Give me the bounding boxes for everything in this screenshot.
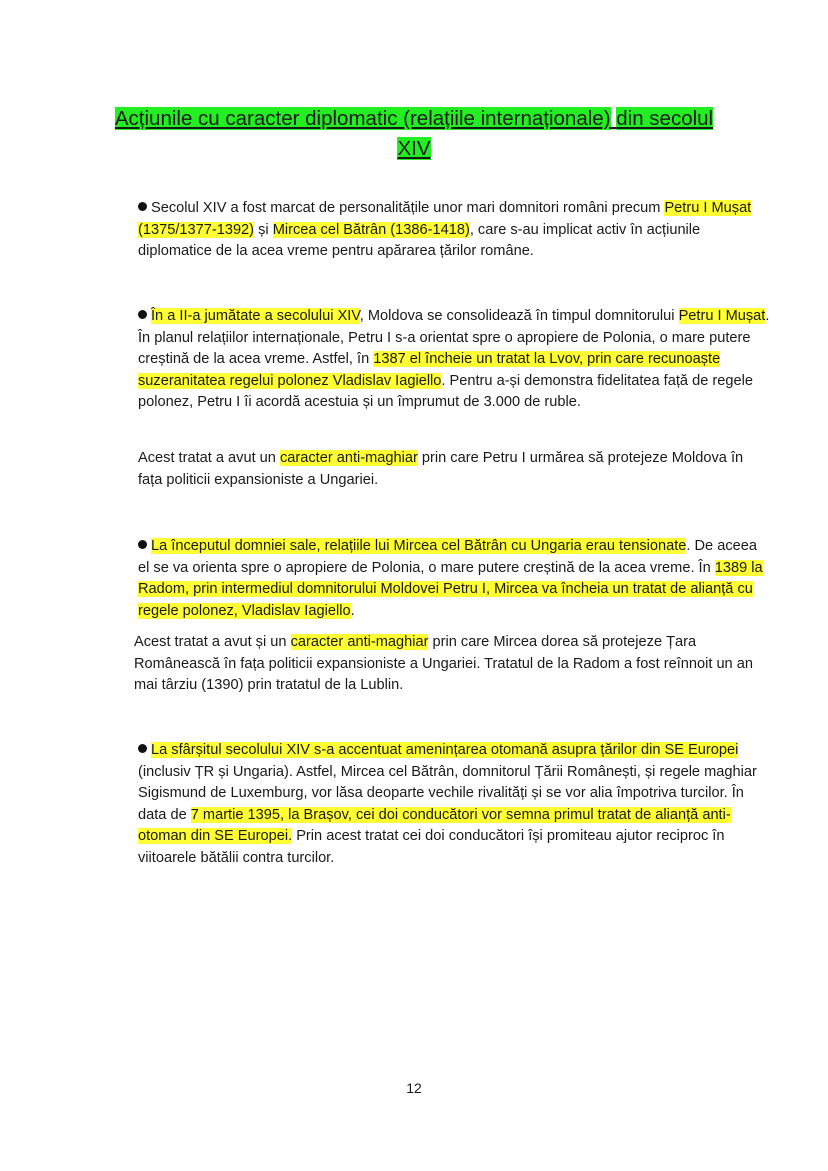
text-run: . xyxy=(350,602,355,619)
paragraph-3 xyxy=(98,448,770,491)
highlight-run: 1387 el încheie un tratat la Lvov, prin care recunoaște suzeranitatea regelui polonez Vladislav Iagiello xyxy=(138,351,721,389)
highlight-run: 1389 la Radom, prin intermediul domnitorului Moldovei Petru I, Mircea va încheia un tratat de alianță cu regele polonez, Vladislav Iagiello xyxy=(138,559,763,619)
bullet-icon xyxy=(138,310,147,319)
bullet-icon xyxy=(138,744,147,753)
text-run: , Moldova se consolidează în timpul domnitorului xyxy=(359,308,679,324)
text-run: Prin acest tratat cei doi conducători își promiteau ajutor reciproc în viitoarele bătălii contra turcilor. xyxy=(138,828,725,866)
text-run: . În planul relațiilor internaționale, Petru I s-a orientat spre o apropiere de Polonia, o mare putere creștină de la acea vreme. Astfel, în xyxy=(138,308,770,367)
paragraph-2 xyxy=(98,306,770,414)
highlight-run: Mircea cel Bătrân (1386-1418) xyxy=(272,221,470,238)
title-part-1: Acțiunile cu caracter diplomatic (relațiile internaționale) xyxy=(114,107,611,130)
title-part-2: din secolul XIV xyxy=(397,107,714,160)
highlight-run: caracter anti-maghiar xyxy=(290,634,429,650)
text-run: Secolul XIV a fost marcat de personalitățile unor mari domnitori români precum xyxy=(151,200,665,216)
highlight-run: Petru I Mușat xyxy=(678,308,766,324)
text-run: . De aceea el se va orienta spre o apropiere de Polonia, o mare putere creștină de la acea vreme. În xyxy=(138,538,757,576)
paragraph-5 xyxy=(98,632,766,697)
text-run: . Pentru a-și demonstra fidelitatea față de regele polonez, Petru I îi acordă acestuia și un împrumut de 3.000 de ruble. xyxy=(138,372,753,410)
text-run: Acest tratat a avut și un xyxy=(134,634,291,650)
highlight-run: La începutul domniei sale, relațiile lui Mircea cel Bătrân cu Ungaria erau tensionate xyxy=(151,538,687,554)
bullet-icon xyxy=(138,202,147,211)
text-run: Acest tratat a avut un xyxy=(138,450,280,466)
text-run: (inclusiv ȚR și Ungaria). Astfel, Mircea cel Bătrân, domnitorul Țării Românești, și regele maghiar Sigismund de Luxemburg, vor lăsa deoparte vechile rivalități și se vor alia împotriva turcilor. În data de xyxy=(138,763,757,823)
paragraph-1 xyxy=(98,198,770,263)
highlight-run: caracter anti-maghiar xyxy=(279,450,418,466)
highlight-run: Petru I Mușat (1375/1377-1392) xyxy=(138,200,752,238)
page-title xyxy=(98,104,730,164)
paragraph-6 xyxy=(98,740,770,869)
page-number: 12 xyxy=(406,1080,422,1096)
text-run: și xyxy=(254,221,273,238)
highlight-run: La sfârșitul secolului XIV s-a accentuat amenințarea otomană asupra țărilor din SE Europei xyxy=(151,742,739,758)
paragraph-4 xyxy=(98,536,770,622)
text-run: prin care Mircea dorea să protejeze Țara Românească în fața politicii expansioniste a Ungariei. Tratatul de la Radom a fost reînnoit un an mai târziu (1390) prin tratatul de la Lublin. xyxy=(134,634,753,693)
text-run: prin care Petru I urmărea să protejeze Moldova în fața politicii expansioniste a Ungariei. xyxy=(138,450,744,488)
text-run: , care s-au implicat activ în acțiunile diplomatice de la acea vreme pentru apărarea țărilor române. xyxy=(138,221,701,259)
bullet-icon xyxy=(138,540,147,549)
highlight-run: 7 martie 1395, la Brașov, cei doi conducători vor semna primul tratat de alianță anti-otoman din SE Europei. xyxy=(138,806,731,844)
highlight-run: În a II-a jumătate a secolului XIV xyxy=(151,308,360,324)
